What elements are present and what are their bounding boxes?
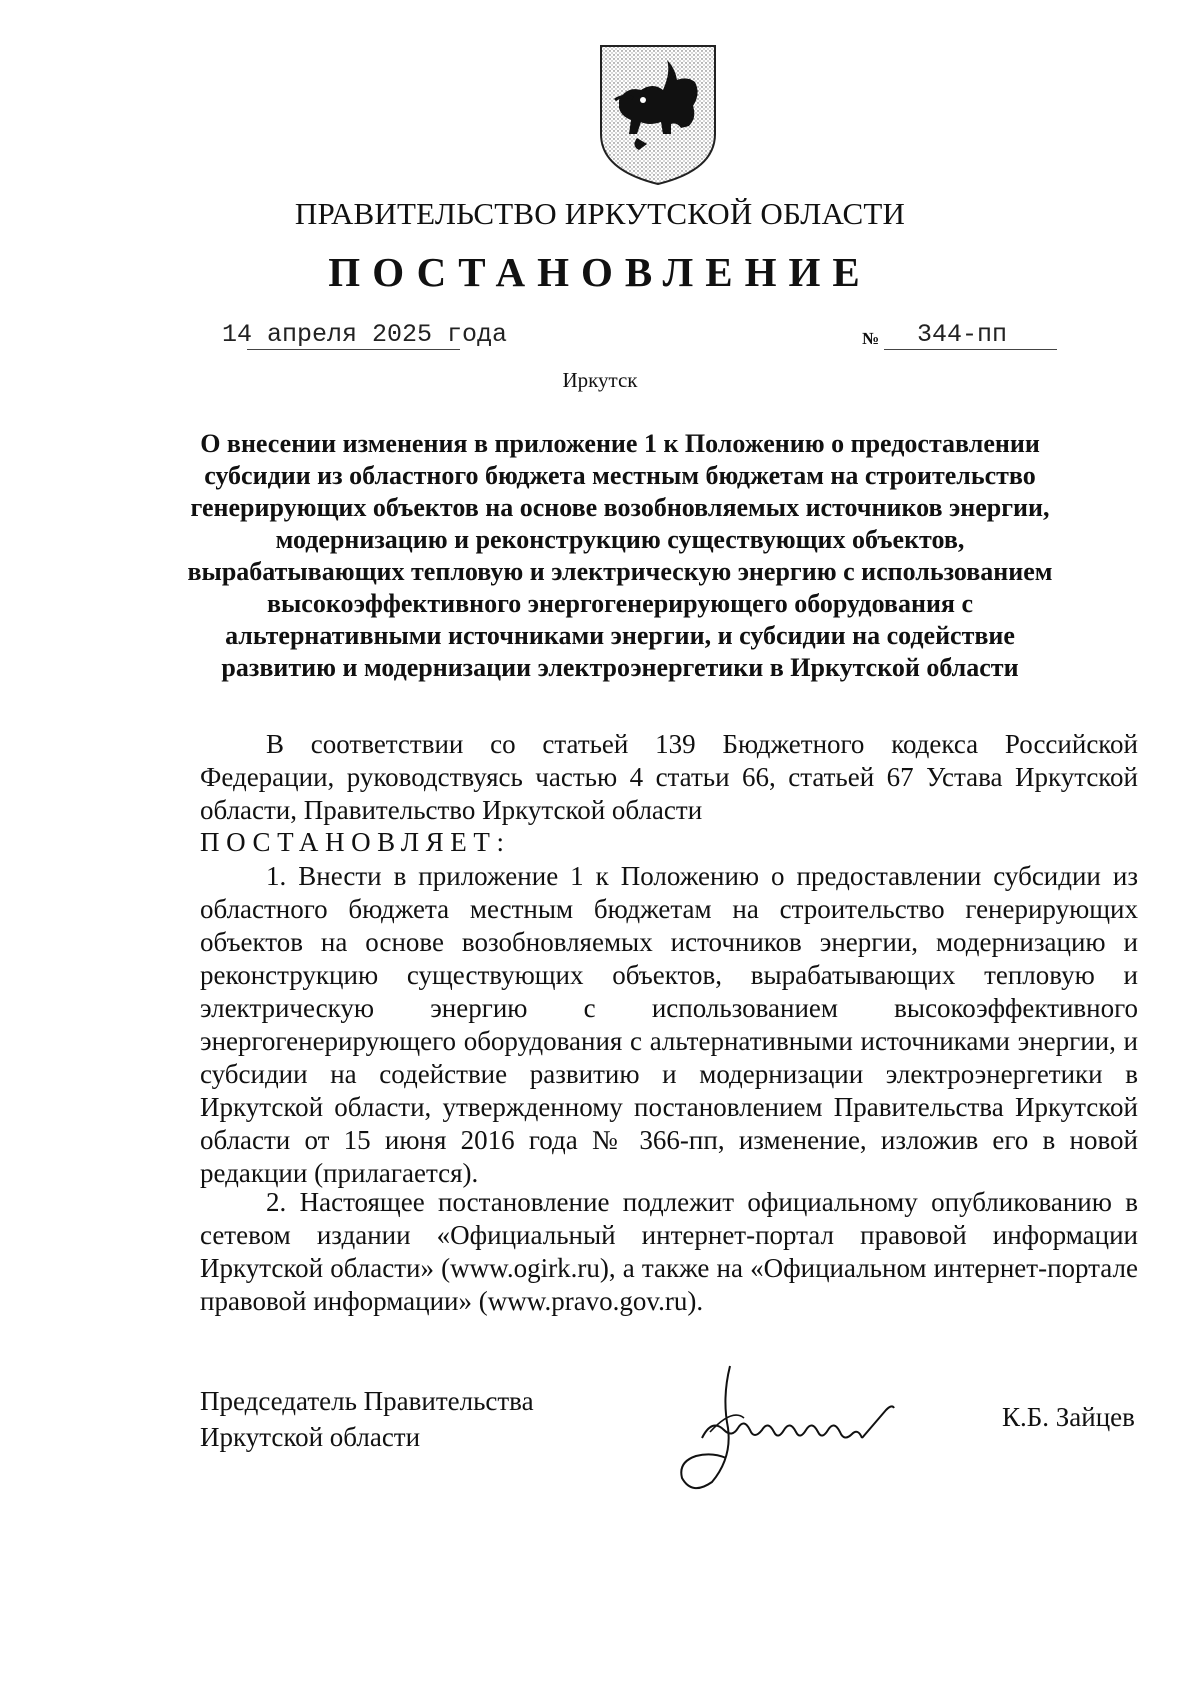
- title-line: высокоэффективного энергогенерирующего оборудования с: [266, 589, 974, 618]
- title-line: развитию и модернизации электроэнергетики в Иркутской области: [221, 653, 1019, 682]
- signatory-position: [200, 1383, 534, 1455]
- city: Иркутск: [562, 368, 638, 392]
- coat-of-arms-icon: [597, 42, 719, 188]
- title-line: вырабатывающих тепловую и электрическую энергию с использованием: [187, 557, 1053, 586]
- number-sign: №: [862, 329, 880, 348]
- title-line: генерирующих объектов на основе возобновляемых источников энергии,: [190, 493, 1050, 522]
- position-line: Иркутской области: [200, 1422, 421, 1452]
- preamble-paragraph: В соответствии со статьей 139 Бюджетного кодекса Российской Федерации, руководствуясь частью 4 статьи 66, статьей 67 Устава Иркутской области, Правительство Иркутской области: [200, 729, 1138, 825]
- title-line: модернизацию и реконструкцию существующих объектов,: [275, 525, 965, 554]
- document-type: ПОСТАНОВЛЕНИЕ: [328, 249, 872, 295]
- handwritten-signature: [672, 1358, 942, 1498]
- position-line: Председатель Правительства: [200, 1386, 534, 1416]
- document-date: 14 апреля 2025 года: [222, 320, 508, 349]
- resolves-heading: ПОСТАНОВЛЯЕТ:: [200, 827, 511, 857]
- date-underline: [247, 349, 460, 350]
- government-name: ПРАВИТЕЛЬСТВО ИРКУТСКОЙ ОБЛАСТИ: [294, 196, 906, 231]
- document-title: [180, 428, 1060, 684]
- signatory-name: К.Б. Зайцев: [1002, 1402, 1135, 1432]
- title-line: О внесении изменения в приложение 1 к Положению о предоставлении: [200, 429, 1040, 458]
- title-line: субсидии из областного бюджета местным бюджетам на строительство: [204, 461, 1036, 490]
- title-line: альтернативными источниками энергии, и субсидии на содействие: [225, 621, 1015, 650]
- document-number: 344-пп: [917, 320, 1008, 349]
- item-2-paragraph: 2. Настоящее постановление подлежит официальному опубликованию в сетевом издании «Официальный интернет-портал правовой информации Иркутской области» (www.ogirk.ru), а также на «Официальном интернет-портале правовой информации» (www.pravo.gov.ru).: [200, 1187, 1138, 1316]
- item-1-paragraph: 1. Внести в приложение 1 к Положению о предоставлении субсидии из областного бюджета местным бюджетам на строительство генерирующих объектов на основе возобновляемых источников энергии, модернизацию и реконструкцию существующих объектов, вырабатывающих тепловую и электрическую энергию с использованием высокоэффективного энергогенерирующего оборудования с альтернативными источниками энергии, и субсидии на содействие развитию и модернизации электроэнергетики в Иркутской области, утвержденному постановлением Правительства Иркутской области от 15 июня 2016 года № 366-пп, изменение, изложив его в новой редакции (прилагается).: [200, 861, 1138, 1188]
- number-underline: [884, 349, 1057, 350]
